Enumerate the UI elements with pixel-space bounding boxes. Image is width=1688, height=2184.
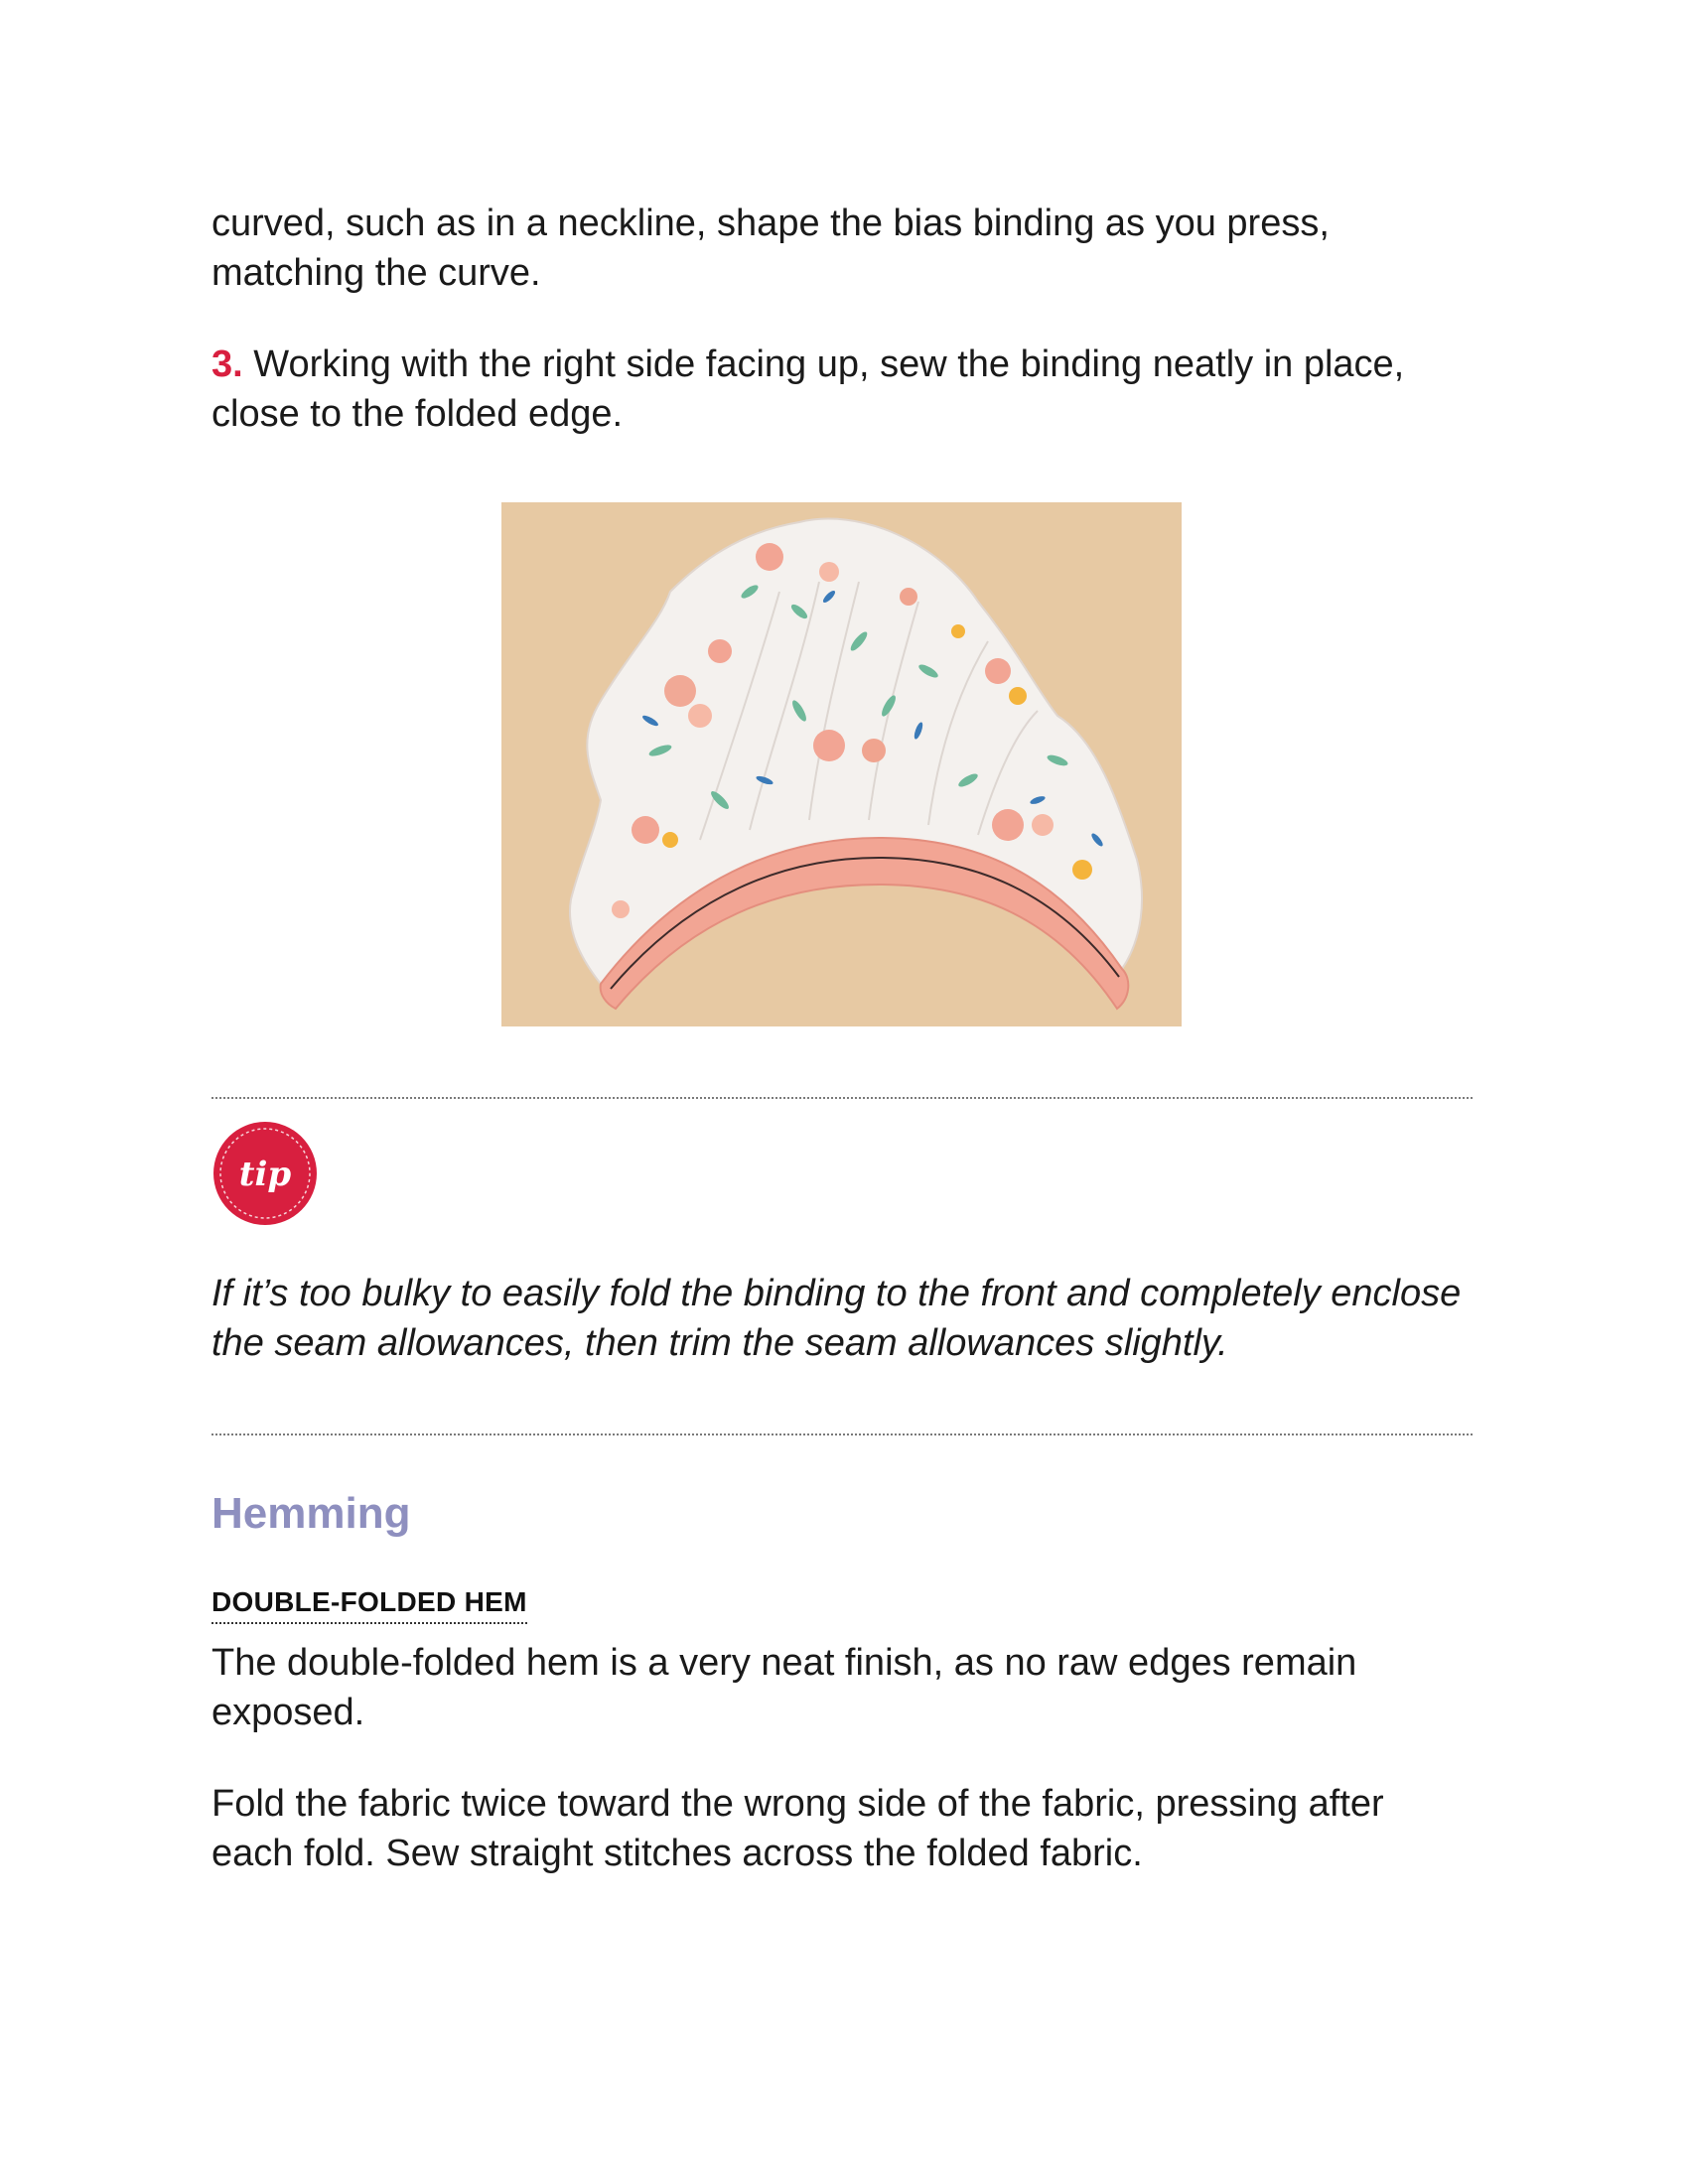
continued-paragraph: curved, such as in a neckline, shape the bias binding as you press, matching the curve. [211, 203, 1330, 294]
step-3-text: Working with the right side facing up, sew the binding neatly in place, close to the folded edge. [211, 343, 1405, 435]
hem-paragraph-1: The double-folded hem is a very neat finish, as no raw edges remain exposed. [211, 1642, 1357, 1733]
subsection-heading: DOUBLE-FOLDED HEM [211, 1586, 527, 1624]
tip-badge-label: tip [238, 1155, 292, 1194]
step-3-paragraph [211, 340, 1473, 439]
tip-badge-icon [211, 1120, 319, 1227]
section-heading: Hemming [211, 1489, 411, 1538]
tip-text: If it’s too bulky to easily fold the binding to the front and completely enclose the seam allowances, then trim the seam allowances slightly. [211, 1273, 1462, 1364]
bias-binding-photo [501, 502, 1182, 1026]
tip-bottom-divider [211, 1433, 1473, 1435]
step-number: 3. [211, 343, 243, 385]
tip-top-divider [211, 1097, 1473, 1099]
hem-paragraph-2: Fold the fabric twice toward the wrong side of the fabric, pressing after each fold. Sew straight stitches across the folded fabric. [211, 1783, 1384, 1874]
